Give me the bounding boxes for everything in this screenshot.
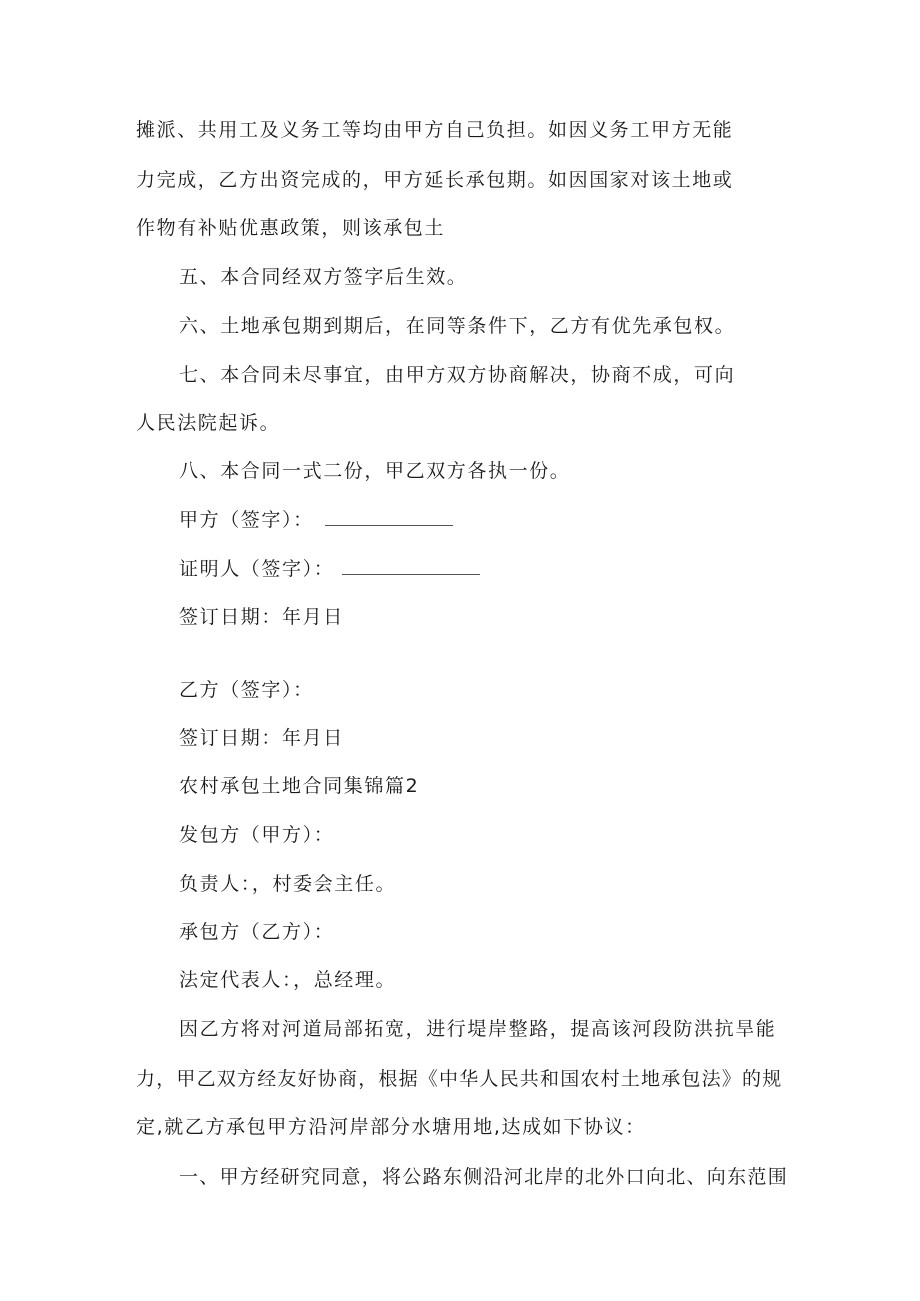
paragraph-line: 定,就乙方承包甲方沿河岸部分水塘用地,达成如下协议： [136,1116,646,1138]
party-b-signature: 乙方（签字）： [179,679,314,701]
paragraph-line: 力，甲乙双方经友好协商，根据《中华人民共和国农村土地承包法》的规 [136,1068,783,1090]
clause-eight: 八、本合同一式二份，甲乙双方各执一份。 [179,460,571,482]
contractor-line: 发包方（甲方）： [179,824,335,846]
paragraph-line: 力完成，乙方出资完成的，甲方延长承包期。如因国家对该土地或 [136,169,734,191]
responsible-person-line: 负责人：，村委会主任。 [179,873,397,895]
party-a-signature [179,507,453,533]
clause-one: 一、甲方经研究同意，将公路东侧沿河北岸的北外口向北、向东范围 [179,1166,789,1188]
paragraph-line: 作物有补贴优惠政策，则该承包土 [136,217,446,239]
witness-signature [179,556,480,582]
witness-signature-blank [342,556,480,575]
paragraph-line: 因乙方将对河道局部拓宽，进行堤岸整路，提高该河段防洪抗旱能 [179,1018,777,1040]
party-b-sign-date: 签订日期：年月日 [179,727,344,749]
paragraph-line: 摊派、共用工及义务工等均由甲方自己负担。如因义务工甲方无能 [136,119,734,141]
party-a-signature-blank [325,507,453,526]
witness-signature-label: 证明人（签字）： [179,558,335,580]
party-a-sign-date: 签订日期：年月日 [179,606,344,628]
clause-seven: 七、本合同未尽事宜，由甲方双方协商解决，协商不成，可向 [179,364,736,386]
section-heading: 农村承包土地合同集锦篇2 [179,775,420,797]
party-a-signature-label: 甲方（签字）： [179,509,314,531]
contractee-line: 承包方（乙方）： [179,921,335,943]
legal-representative-line: 法定代表人：，总经理。 [179,969,397,991]
clause-six: 六、土地承包期到期后，在同等条件下，乙方有优先承包权。 [179,315,736,337]
paragraph-line: 人民法院起诉。 [136,412,281,434]
clause-five: 五、本合同经双方签字后生效。 [179,266,468,288]
